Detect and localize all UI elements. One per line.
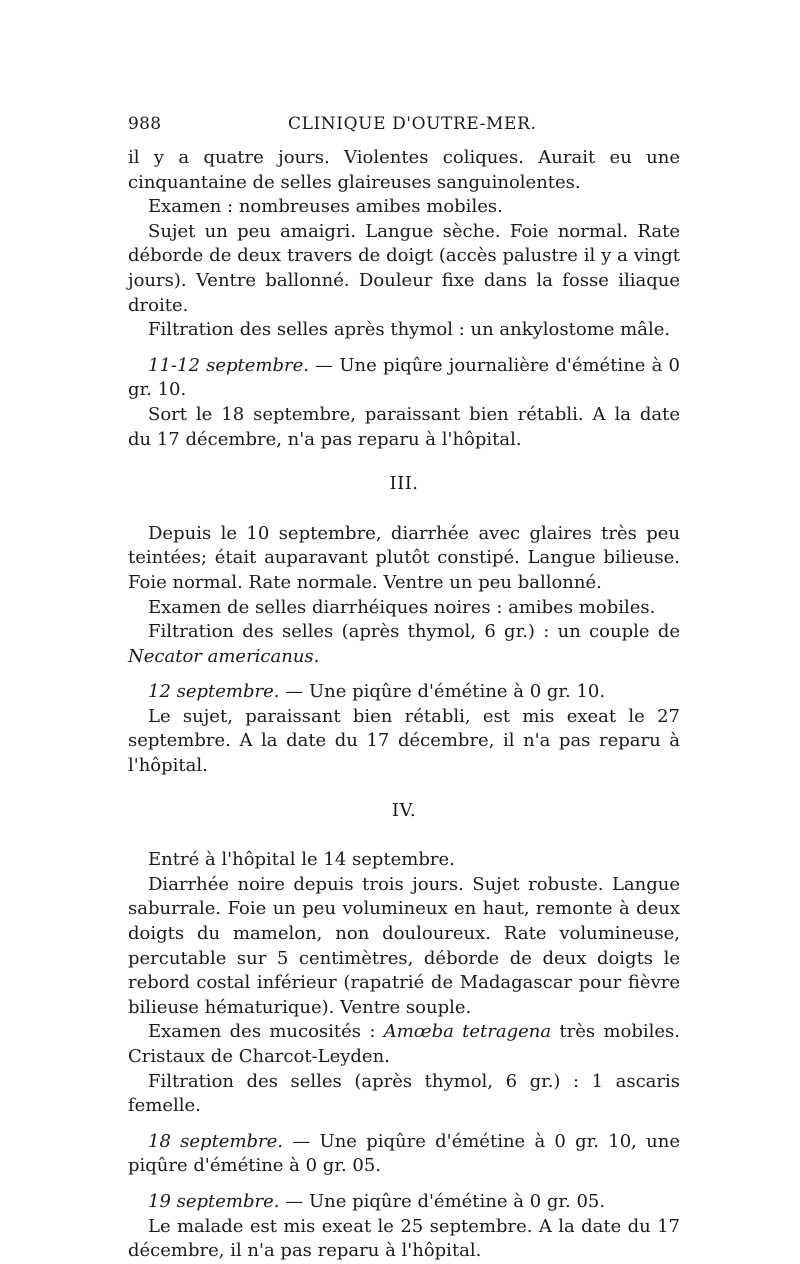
case4-mucus-text: Examen des mucosités :	[148, 1021, 384, 1043]
case3-treatment	[128, 680, 680, 705]
section-heading-iv: IV.	[391, 799, 417, 821]
case2-exam: Examen : nombreuses amibes mobiles.	[148, 196, 503, 218]
case4-treatment-2-date: 19 septembre.	[148, 1190, 280, 1212]
case3-history: Depuis le 10 septembre, diarrhée avec glaires très peu teintées; était auparavant plutôt constipé. Langue bilieuse. Foie normal. Rate normale. Ventre un peu ballonné.	[128, 522, 680, 593]
case4-admission: Entré à l'hôpital le 14 septembre.	[148, 849, 455, 871]
page-body	[128, 146, 680, 1264]
case4-treatment-1-date: 18 septembre.	[148, 1130, 284, 1152]
case4-mucus-exam	[128, 1020, 680, 1069]
case4-mucus-text-end: très mobiles. Cristaux de Charcot-Leyden.	[128, 1021, 680, 1067]
case2-history: il y a quatre jours. Violentes coliques. Aurait eu une cinquantaine de selles glaireuses sanguinolentes.	[128, 147, 680, 193]
case4-treatment-2	[128, 1190, 680, 1215]
case4-treatment-2-text: — Une piqûre d'émétine à 0 gr. 05.	[279, 1190, 606, 1212]
case2-filtration: Filtration des selles après thymol : un ankylostome mâle.	[148, 319, 671, 341]
page-number: 988	[128, 114, 162, 134]
case4-treatment-1-text: — Une piqûre d'émétine à 0 gr. 10, une piqûre d'émétine à 0 gr. 05.	[128, 1130, 680, 1177]
running-title: CLINIQUE D'OUTRE-MER.	[288, 114, 537, 134]
case2-findings: Sujet un peu amaigri. Langue sèche. Foie normal. Rate déborde de deux travers de doigt (accès palustre il y a vingt jours). Ventre ballonné. Douleur fixe dans la fosse iliaque droite.	[128, 220, 680, 316]
case4-outcome: Le malade est mis exeat le 25 septembre. A la date du 17 décembre, il n'a pas reparu à l'hôpital.	[128, 1215, 680, 1262]
case3-treatment-text: — Une piqûre d'émétine à 0 gr. 10.	[279, 681, 606, 703]
case4-treatment-1	[128, 1130, 680, 1179]
case3-exam: Examen de selles diarrhéiques noires : amibes mobiles.	[148, 596, 656, 618]
case3-filtration	[128, 620, 680, 669]
case2-outcome: Sort le 18 septembre, paraissant bien rétabli. A la date du 17 décembre, n'a pas reparu à l'hôpital.	[128, 403, 680, 450]
section-heading-iii: III.	[389, 473, 419, 495]
case3-outcome: Le sujet, paraissant bien rétabli, est mis exeat le 27 septembre. A la date du 17 décembre, il n'a pas reparu à l'hôpital.	[128, 705, 680, 777]
case3-treatment-date: 12 septembre.	[148, 681, 280, 703]
case4-parasite-name: Amœba tetragena	[383, 1021, 552, 1043]
running-header	[128, 114, 680, 140]
case3-filtration-text: Filtration des selles (après thymol, 6 gr.) : un couple de	[148, 621, 680, 643]
case4-filtration: Filtration des selles (après thymol, 6 gr.) : 1 ascaris femelle.	[128, 1070, 680, 1117]
case3-parasite-name: Necator americanus.	[128, 645, 320, 667]
case2-treatment-text: — Une piqûre journalière d'émétine à 0 gr. 10.	[128, 354, 680, 401]
case4-findings: Diarrhée noire depuis trois jours. Sujet robuste. Langue saburrale. Foie un peu volumineux en haut, remonte à deux doigts du mamelon, non douloureux. Rate volumineuse, percutable sur 5 centimètres, déborde de deux doigts le rebord costal inférieur (rapatrié de Madagascar pour fièvre bilieuse hématurique). Ventre souple.	[128, 873, 680, 1018]
case2-treatment	[128, 354, 680, 403]
case2-treatment-date: 11-12 septembre.	[148, 354, 309, 376]
